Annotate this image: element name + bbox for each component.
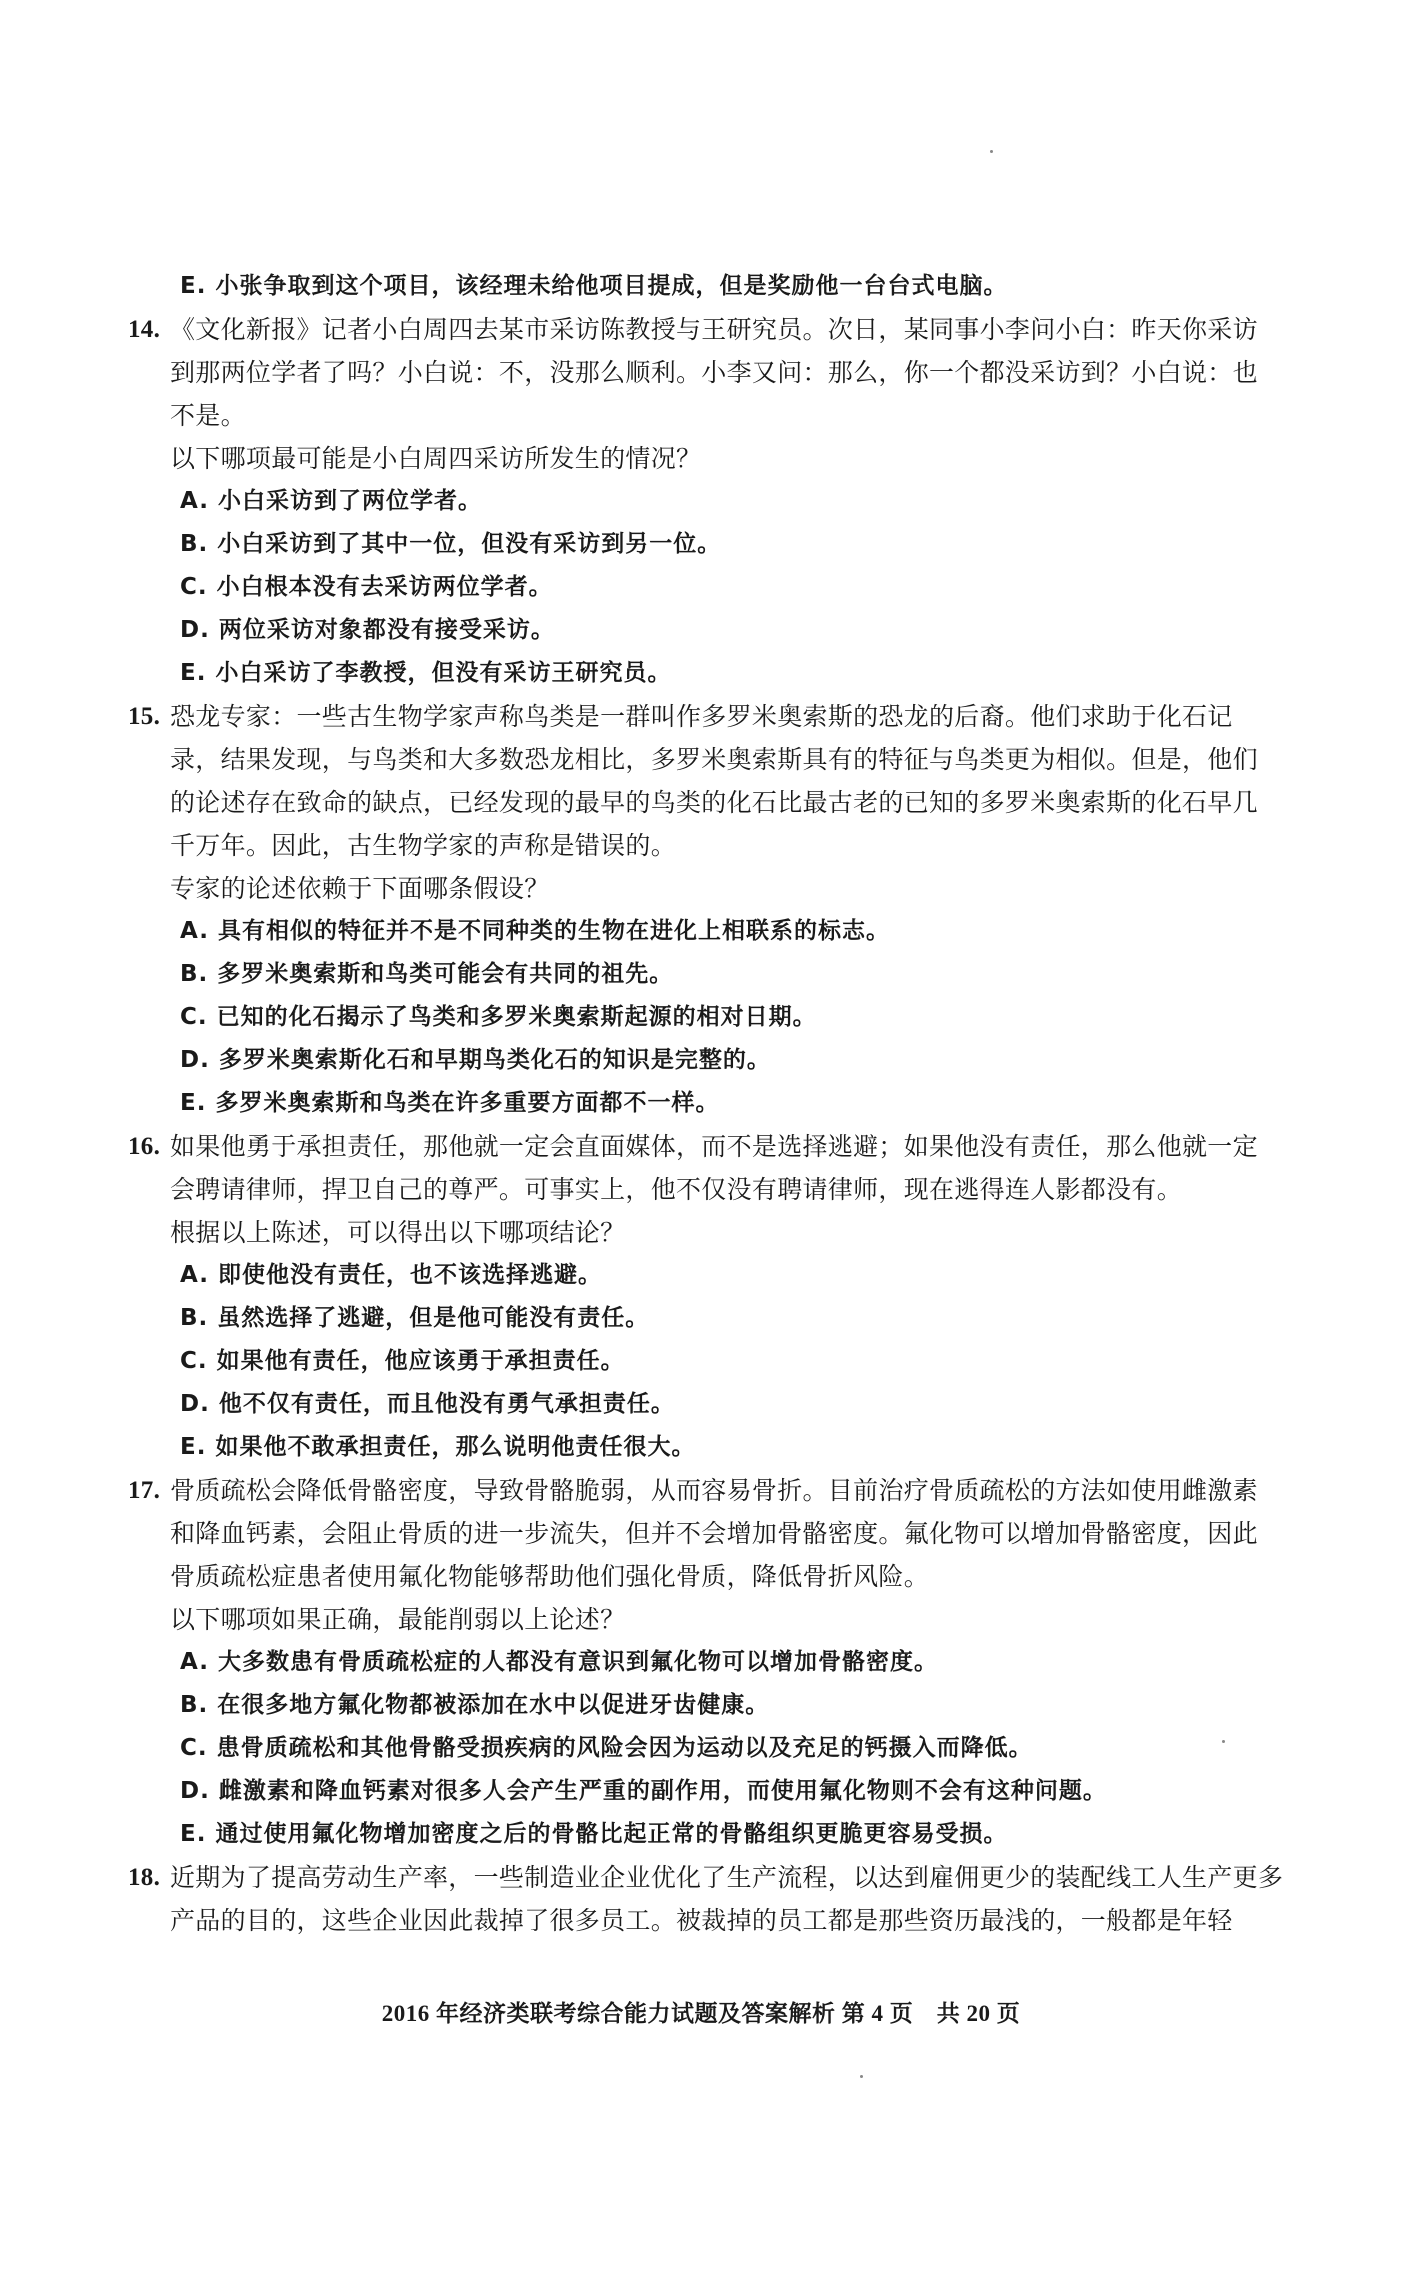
option-e: E. 小白采访了李教授，但没有采访王研究员。 xyxy=(180,660,672,686)
option-b: B. 在很多地方氟化物都被添加在水中以促进牙齿健康。 xyxy=(180,1692,770,1718)
scan-speck xyxy=(860,2075,863,2078)
question-stem-line: 和降血钙素，会阻止骨质的进一步流失，但并不会增加骨骼密度。氟化物可以增加骨骼密度，因此 xyxy=(170,1519,1258,1548)
option-b: B. 小白采访到了其中一位，但没有采访到另一位。 xyxy=(180,531,722,557)
question-stem-line: 16. 如果他勇于承担责任，那他就一定会直面媒体，而不是选择逃避；如果他没有责任，那么他就一定 xyxy=(170,1125,1275,1168)
option-d: D. 多罗米奥索斯化石和早期鸟类化石的知识是完整的。 xyxy=(180,1047,771,1073)
option-b: B. 多罗米奥索斯和鸟类可能会有共同的祖先。 xyxy=(180,961,674,987)
question-number: 15. xyxy=(128,703,161,730)
option-a: A. 即使他没有责任，也不该选择逃避。 xyxy=(180,1262,602,1288)
question-prompt: 专家的论述依赖于下面哪条假设？ xyxy=(170,874,550,903)
option-e: E. 如果他不敢承担责任，那么说明他责任很大。 xyxy=(180,1434,696,1460)
question-number: 14. xyxy=(128,316,161,343)
option-b: B. 虽然选择了逃避，但是他可能没有责任。 xyxy=(180,1305,650,1331)
option-c: C. 小白根本没有去采访两位学者。 xyxy=(180,574,553,600)
question-stem-line: 14. 《文化新报》记者小白周四去某市采访陈教授与王研究员。次日，某同事小李问小白：昨天你采访 xyxy=(170,308,1275,351)
carry-over-option: E. 小张争取到这个项目，该经理未给他项目提成，但是奖励他一台台式电脑。 xyxy=(180,273,1008,299)
question-stem-line: 会聘请律师，捍卫自己的尊严。可事实上，他不仅没有聘请律师，现在逃得连人影都没有。 xyxy=(170,1175,1183,1204)
question-content xyxy=(128,265,1284,1942)
question-number: 17. xyxy=(128,1477,161,1504)
question-stem-line: 到那两位学者了吗？小白说：不，没那么顺利。小李又问：那么，你一个都没采访到？小白说：也 xyxy=(170,358,1258,387)
question-number: 18. xyxy=(128,1864,161,1891)
option-a: A. 小白采访到了两位学者。 xyxy=(180,488,482,514)
scan-speck xyxy=(990,150,993,153)
page-footer: 2016 年经济类联考综合能力试题及答案解析 第 4 页 共 20 页 xyxy=(381,2001,1021,2026)
question-stem-line: 17. 骨质疏松会降低骨骼密度，导致骨骼脆弱，从而容易骨折。目前治疗骨质疏松的方法如使用雌激素 xyxy=(170,1469,1275,1512)
question-stem-line: 15. 恐龙专家：一些古生物学家声称鸟类是一群叫作多罗米奥索斯的恐龙的后裔。他们求助于化石记 xyxy=(170,695,1275,738)
option-e: E. 通过使用氟化物增加密度之后的骨骼比起正常的骨骼组织更脆更容易受损。 xyxy=(180,1821,1008,1847)
option-d: D. 两位采访对象都没有接受采访。 xyxy=(180,617,555,643)
question-18 xyxy=(128,1856,1284,1942)
question-stem-line: 的论述存在致命的缺点，已经发现的最早的鸟类的化石比最古老的已知的多罗米奥索斯的化石早几 xyxy=(170,788,1258,817)
option-d: D. 雌激素和降血钙素对很多人会产生严重的副作用，而使用氟化物则不会有这种问题。 xyxy=(180,1778,1107,1804)
option-c: C. 患骨质疏松和其他骨骼受损疾病的风险会因为运动以及充足的钙摄入而降低。 xyxy=(180,1735,1033,1761)
question-17 xyxy=(128,1469,1275,1856)
question-16 xyxy=(128,1125,1275,1469)
option-e: E. 多罗米奥索斯和鸟类在许多重要方面都不一样。 xyxy=(180,1090,720,1116)
question-15 xyxy=(128,695,1275,1125)
question-14 xyxy=(128,308,1275,695)
question-stem-line: 产品的目的，这些企业因此裁掉了很多员工。被裁掉的员工都是那些资历最浅的，一般都是年轻 xyxy=(170,1906,1233,1935)
question-stem-line: 不是。 xyxy=(170,401,246,430)
question-prompt: 根据以上陈述，可以得出以下哪项结论？ xyxy=(170,1218,626,1247)
option-d: D. 他不仅有责任，而且他没有勇气承担责任。 xyxy=(180,1391,675,1417)
question-prompt: 以下哪项如果正确，最能削弱以上论述？ xyxy=(170,1605,626,1634)
question-stem-line: 录，结果发现，与鸟类和大多数恐龙相比，多罗米奥索斯具有的特征与鸟类更为相似。但是，他们 xyxy=(170,745,1258,774)
option-a: A. 具有相似的特征并不是不同种类的生物在进化上相联系的标志。 xyxy=(180,918,890,944)
option-a: A. 大多数患有骨质疏松症的人都没有意识到氟化物可以增加骨骼密度。 xyxy=(180,1649,938,1675)
question-stem-line: 骨质疏松症患者使用氟化物能够帮助他们强化骨质，降低骨折风险。 xyxy=(170,1562,930,1591)
question-number: 16. xyxy=(128,1133,161,1160)
question-prompt: 以下哪项最可能是小白周四采访所发生的情况？ xyxy=(170,444,702,473)
option-c: C. 如果他有责任，他应该勇于承担责任。 xyxy=(180,1348,625,1374)
option-c: C. 已知的化石揭示了鸟类和多罗米奥索斯起源的相对日期。 xyxy=(180,1004,817,1030)
question-stem-line: 千万年。因此，古生物学家的声称是错误的。 xyxy=(170,831,677,860)
question-stem-line: 18. 近期为了提高劳动生产率，一些制造业企业优化了生产流程，以达到雇佣更少的装配线工人生产更多 xyxy=(170,1856,1275,1899)
